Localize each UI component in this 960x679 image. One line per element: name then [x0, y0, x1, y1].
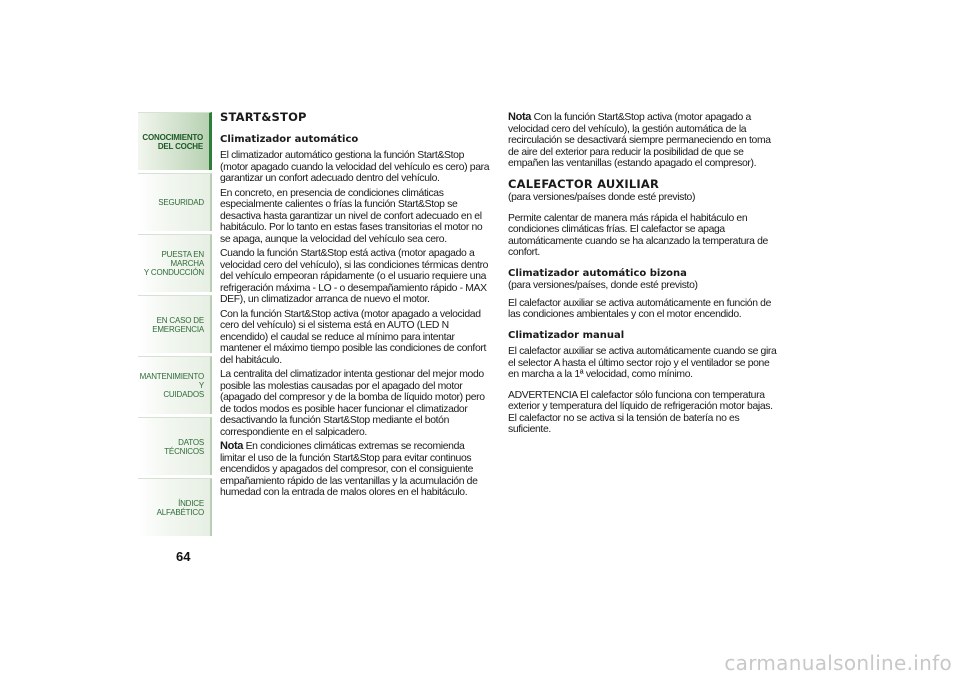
subtitle-climatizador-automatico: Climatizador automático	[220, 133, 359, 145]
paragraph: El calefactor auxiliar se activa automáticamente cuando se gira el selector A hasta el último sector rojo y el ventilador se pone en marcha a la 1ª velocidad, como mínimo.	[508, 346, 777, 380]
section-note: (para versiones/países donde esté previsto)	[508, 192, 696, 203]
tab-label: PUESTA EN MARCHA Y CONDUCCIÓN	[143, 250, 204, 277]
tab-label: ÍNDICE ALFABÉTICO	[156, 498, 204, 517]
note-text: Con la función Start&Stop activa (motor apagado a velocidad cero del vehículo), la gestión automática de la recirculación se desactivará siempre permaneciendo en toma de aire del exterior para reducir la posibilidad de que se empañen las ventanillas (estando apagado el compresor).	[508, 112, 771, 169]
paragraph: El climatizador automático gestiona la función Start&Stop (motor apagado cuando la velocidad del vehículo es cero) para garantizar un confort adecuado dentro del vehículo.	[220, 150, 490, 184]
chapter-sidebar	[138, 112, 212, 539]
section-title-calefactor-auxiliar: CALEFACTOR AUXILIAR	[508, 176, 660, 191]
paragraph: Permite calentar de manera más rápida el habitáculo en condiciones climáticas frías. El calefactor se apaga automáticamente cuando se ha alcanzado la temperatura de confort.	[508, 212, 768, 258]
paragraph: La centralita del climatizador intenta gestionar del mejor modo posible las molestias causadas por el apagado del motor (apagado del compresor y de la bomba de líquido motor) pero de todos modos es posible hacer funcionar el climatizador desactivando la función Start&Stop mediante el botón correspondiente en el salpicadero.	[220, 369, 485, 438]
subtitle-note: (para versiones/países, donde esté previsto)	[508, 280, 698, 291]
tab-label: SEGURIDAD	[158, 198, 204, 207]
paragraph: En concreto, en presencia de condiciones climáticas especialmente calientes o frías la función Start&Stop se desactiva hasta garantizar un nivel de confort adecuado en el habitáculo. Por lo tanto en estas fases transitorias el motor no se apaga, aunque la velocidad del vehículo sea cero.	[220, 187, 483, 245]
note-label: Nota	[508, 111, 532, 123]
tab-puesta-en-marcha[interactable]	[138, 234, 212, 292]
tab-label: MANTENIMIENTO Y CUIDADOS	[139, 372, 204, 399]
tab-label: CONOCIMIENTO DEL COCHE	[142, 132, 203, 151]
tab-datos-tecnicos[interactable]	[138, 417, 212, 475]
section-title-start-stop: START&STOP	[220, 110, 307, 124]
page-number: 64	[176, 549, 191, 564]
subtitle-manual: Climatizador manual	[508, 329, 625, 341]
tab-indice-alfabetico[interactable]	[138, 478, 212, 536]
watermark: carmanualsonline.info	[724, 651, 952, 675]
note-paragraph	[220, 441, 492, 499]
paragraph: Cuando la función Start&Stop está activa (motor apagado a velocidad cero del vehículo), si las condiciones térmicas dentro del vehículo empeoran rápidamente (o el usuario requiere una refrigeración máxima - LO - o desempañamiento rápido - MAX DEF), un climatizador arranca de nuevo el motor.	[220, 248, 489, 305]
tab-label: DATOS TÉCNICOS	[164, 437, 204, 456]
left-column	[220, 112, 492, 502]
note-paragraph	[508, 112, 780, 170]
paragraph: El calefactor auxiliar se activa automáticamente en función de las condiciones ambientales y con el motor encendido.	[508, 297, 772, 320]
right-column	[508, 112, 780, 439]
tab-label: EN CASO DE EMERGENCIA	[152, 315, 204, 334]
warning-paragraph: ADVERTENCIA El calefactor sólo funciona con temperatura exterior y temperatura del líquido de refrigeración motor bajas. El calefactor no se activa si la tensión de batería no es suficiente.	[508, 389, 773, 435]
subtitle-bizona: Climatizador automático bizona	[508, 267, 687, 279]
tab-conocimiento-del-coche[interactable]	[138, 112, 212, 170]
tab-seguridad[interactable]	[138, 173, 212, 231]
note-text: En condiciones climáticas extremas se recomienda limitar el uso de la función Start&Stop para evitar continuos encendidos y apagados del compresor, con el consiguiente empañamiento rápido de las ventanillas y la acumulación de humedad con la entrada de malos olores en el habitáculo.	[220, 441, 478, 498]
note-label: Nota	[220, 440, 244, 452]
paragraph: Con la función Start&Stop activa (motor apagado a velocidad cero del vehículo) si el sistema está en AUTO (LED N encendido) el caudal se reduce al mínimo para intentar mantener el máximo tiempo posible las condiciones de confort del habitáculo.	[220, 308, 487, 366]
tab-en-caso-de-emergencia[interactable]	[138, 295, 212, 353]
tab-mantenimiento[interactable]	[138, 356, 212, 414]
